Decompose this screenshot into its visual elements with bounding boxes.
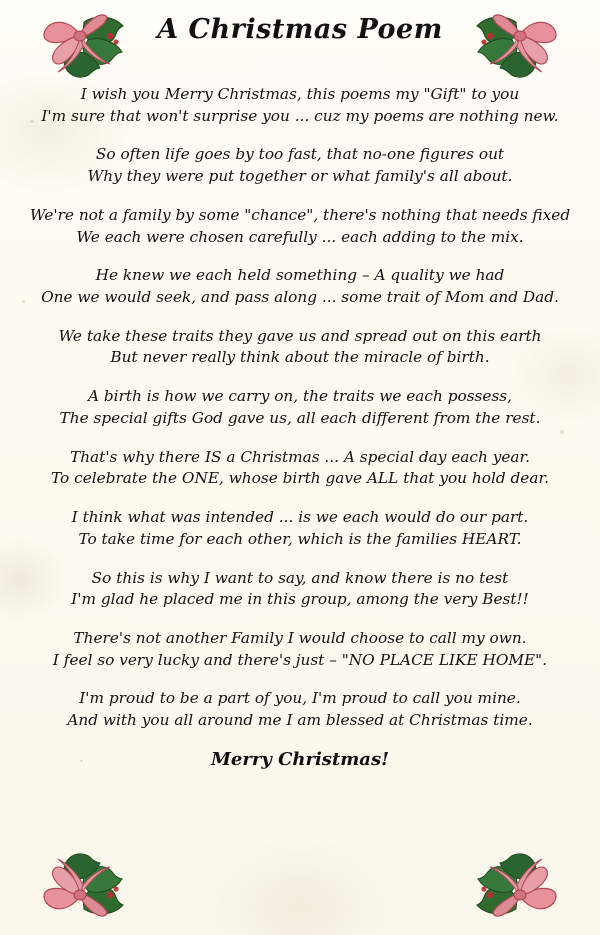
- poem-line: And with you all around me I am blessed at Christmas time.: [67, 711, 533, 730]
- poem-line: We each were chosen carefully ... each adding to the mix.: [76, 227, 524, 246]
- holly-bow-bottom-left-icon: [26, 845, 136, 925]
- poem-line: So often life goes by too fast, that no-one figures out: [95, 145, 505, 164]
- stanza: [0, 568, 600, 611]
- poem-body: [0, 84, 600, 770]
- poem-line: But never really think about the miracle of birth.: [110, 348, 490, 367]
- closing-greeting: Merry Christmas!: [211, 748, 389, 770]
- poem-line: He knew we each held something – A quality we had: [95, 266, 505, 285]
- poem-line: Why they were put together or what family's all about.: [87, 167, 513, 186]
- poem-line: One we would seek, and pass along ... some trait of Mom and Dad.: [41, 288, 559, 307]
- poem-line: I think what was intended ... is we each would do our part.: [71, 508, 529, 527]
- poem-line: I'm glad he placed me in this group, among the very Best!!: [71, 590, 529, 609]
- poem-line: I feel so very lucky and there's just – "NO PLACE LIKE HOME".: [52, 650, 548, 669]
- holly-bow-bottom-right-icon: [464, 845, 574, 925]
- stanza: [0, 447, 600, 490]
- stanza: [0, 144, 600, 187]
- poem-line: So this is why I want to say, and know there is no test: [91, 568, 509, 587]
- poem-line: We're not a family by some "chance", there's nothing that needs fixed: [29, 205, 571, 224]
- poem-line: To take time for each other, which is the families HEART.: [78, 529, 522, 548]
- poem-line: That's why there IS a Christmas ... A special day each year.: [70, 447, 530, 466]
- poem-line: I'm proud to be a part of you, I'm proud to call you mine.: [79, 689, 521, 708]
- stanza: [0, 688, 600, 731]
- poem-line: A birth is how we carry on, the traits we each possess,: [87, 387, 513, 406]
- stanza: [0, 507, 600, 550]
- stanza: [0, 628, 600, 671]
- stanza: [0, 386, 600, 429]
- poem-line: There's not another Family I would choose to call my own.: [73, 628, 527, 647]
- poem-line: We take these traits they gave us and spread out on this earth: [58, 326, 542, 345]
- poem-line: I wish you Merry Christmas, this poems my "Gift" to you: [80, 85, 520, 103]
- poem-line: The special gifts God gave us, all each different from the rest.: [59, 408, 541, 427]
- stanza: [0, 84, 600, 127]
- stanza: [0, 326, 600, 369]
- poem-line: To celebrate the ONE, whose birth gave ALL that you hold dear.: [51, 469, 549, 488]
- stanza: [0, 265, 600, 308]
- poem-line: I'm sure that won't surprise you ... cuz my poems are nothing new.: [41, 106, 559, 125]
- page-title: A Christmas Poem: [157, 14, 443, 45]
- stanza: [0, 205, 600, 248]
